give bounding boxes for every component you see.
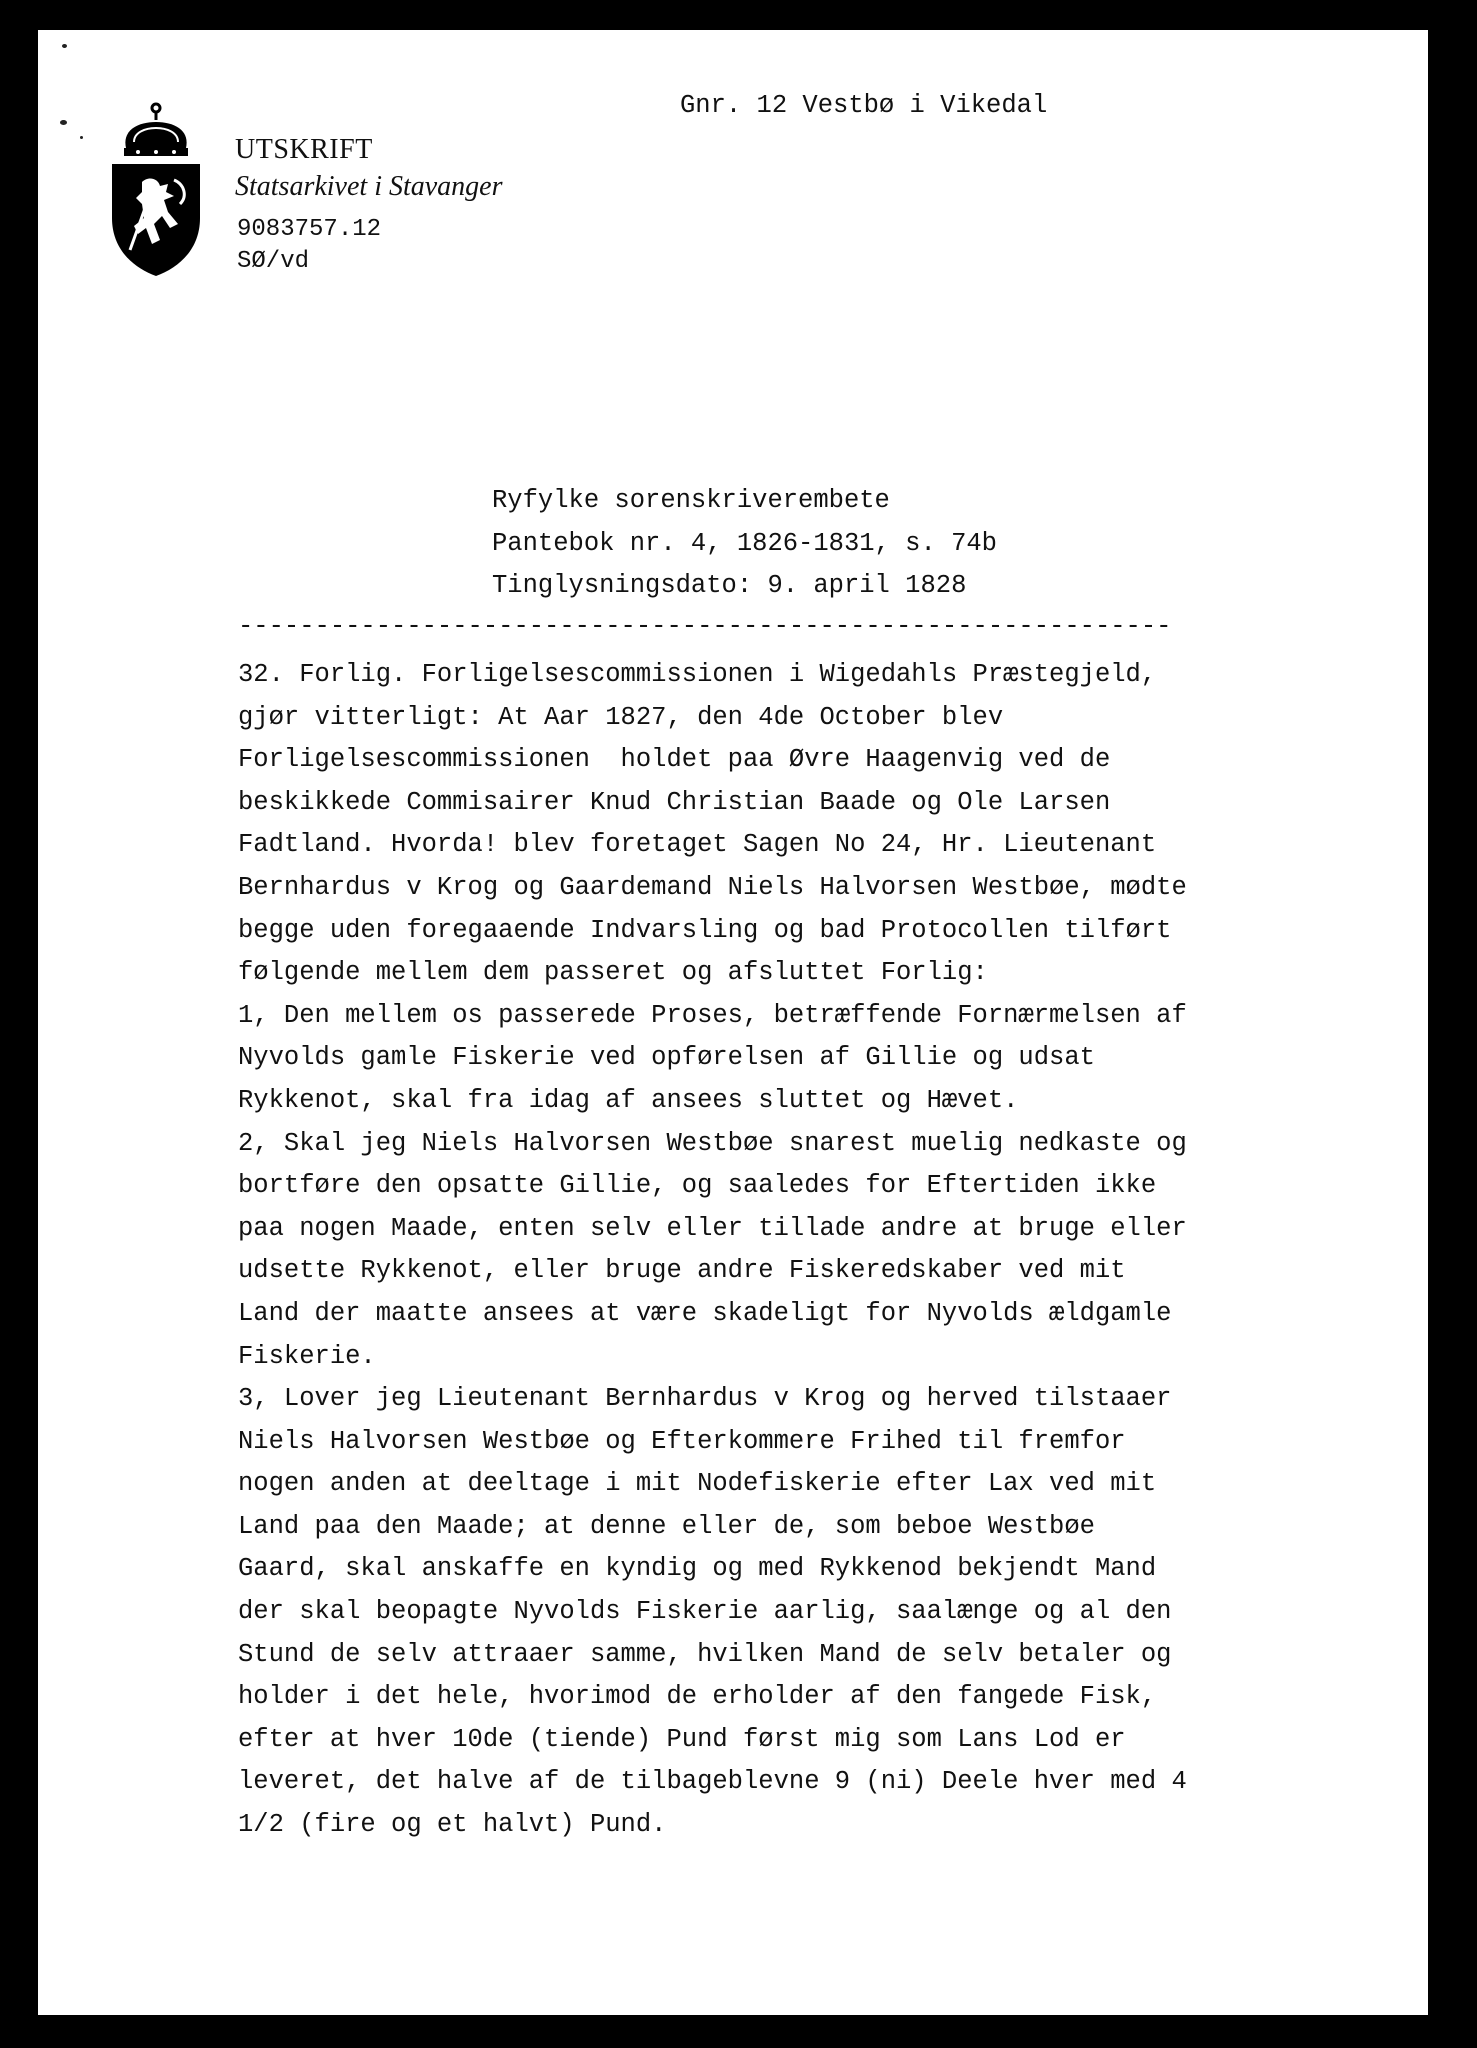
body-line: Land der maatte ansees at være skadeligt for Nyvolds ældgamle [238, 1298, 1172, 1328]
reference-number: 9083757.12 [237, 216, 382, 243]
body-line: bortføre den opsatte Gillie, og saaledes for Eftertiden ikke [238, 1171, 1157, 1201]
body-line: efter at hver 10de (tiende) Pund først mig som Lans Lod er [238, 1724, 1126, 1754]
body-line: Niels Halvorsen Westbøe og Efterkommere Frihed til fremfor [238, 1426, 1126, 1456]
property-reference: Gnr. 12 Vestbø i Vikedal [680, 91, 1048, 120]
body-line: Bernhardus v Krog og Gaardemand Niels Halvorsen Westbøe, mødte [238, 872, 1187, 902]
body-line: begge uden foregaaende Indvarsling og bad Protocollen tilført [238, 915, 1172, 945]
scan-speck [62, 44, 67, 48]
body-line: Fiskerie. [238, 1341, 376, 1371]
body-line: Land paa den Maade; at denne eller de, som beboe Westbøe [238, 1511, 1095, 1541]
source-block [492, 480, 997, 608]
body-line: der skal beopagte Nyvolds Fiskerie aarlig, saalænge og al den [238, 1597, 1172, 1627]
body-line: 1, Den mellem os passerede Proses, betræffende Fornærmelsen af [238, 1000, 1187, 1030]
body-line: Gaard, skal anskaffe en kyndig og med Rykkenod bekjendt Mand [238, 1554, 1157, 1584]
scan-speck [80, 136, 83, 139]
source-book: Pantebok nr. 4, 1826-1831, s. 74b [492, 528, 997, 558]
body-line: holder i det hele, hvorimod de erholder af den fangede Fisk, [238, 1682, 1157, 1712]
body-line: leveret, det halve af de tilbageblevne 9 (ni) Deele hver med 4 [238, 1767, 1187, 1797]
stamp-title: UTSKRIFT [235, 134, 373, 165]
body-line: beskikkede Commisairer Knud Christian Baade og Ole Larsen [238, 787, 1111, 817]
source-date: Tinglysningsdato: 9. april 1828 [492, 571, 967, 601]
source-office: Ryfylke sorenskriverembete [492, 486, 890, 515]
body-line: paa nogen Maade, enten selv eller tillade andre at bruge eller [238, 1213, 1187, 1243]
body-line: nogen anden at deeltage i mit Nodefiskerie efter Lax ved mit [238, 1469, 1157, 1499]
body-line: Stund de selv attraaer samme, hvilken Mand de selv betaler og [238, 1639, 1172, 1669]
body-line: Fadtland. Hvorda! blev foretaget Sagen No 24, Hr. Lieutenant [238, 830, 1157, 860]
transcription-body [238, 654, 1187, 1847]
body-line: Rykkenot, skal fra idag af ansees sluttet og Hævet. [238, 1085, 1019, 1115]
body-line: 1/2 (fire og et halvt) Pund. [238, 1810, 667, 1840]
body-line: gjør vitterligt: At Aar 1827, den 4de October blev [238, 702, 1004, 732]
body-line: udsette Rykkenot, eller bruge andre Fiskeredskaber ved mit [238, 1256, 1126, 1286]
divider-line: ------------------------------------------------------------- [238, 612, 1172, 641]
norwegian-coat-of-arms-icon [108, 100, 204, 280]
body-line: Nyvolds gamle Fiskerie ved opførelsen af Gillie og udsat [238, 1043, 1095, 1073]
body-line: 3, Lover jeg Lieutenant Bernhardus v Krog og herved tilstaaer [238, 1384, 1172, 1414]
body-line: følgende mellem dem passeret og afsluttet Forlig: [238, 958, 988, 988]
body-line: Forligelsescommissionen holdet paa Øvre Haagenvig ved de [238, 745, 1111, 775]
body-line: 2, Skal jeg Niels Halvorsen Westbøe snarest muelig nedkaste og [238, 1128, 1187, 1158]
stamp-subtitle: Statsarkivet i Stavanger [235, 171, 503, 202]
reference-initials: SØ/vd [237, 248, 310, 275]
body-line: 32. Forlig. Forligelsescommissionen i Wigedahls Præstegjeld, [238, 660, 1157, 689]
scan-speck [60, 120, 67, 125]
